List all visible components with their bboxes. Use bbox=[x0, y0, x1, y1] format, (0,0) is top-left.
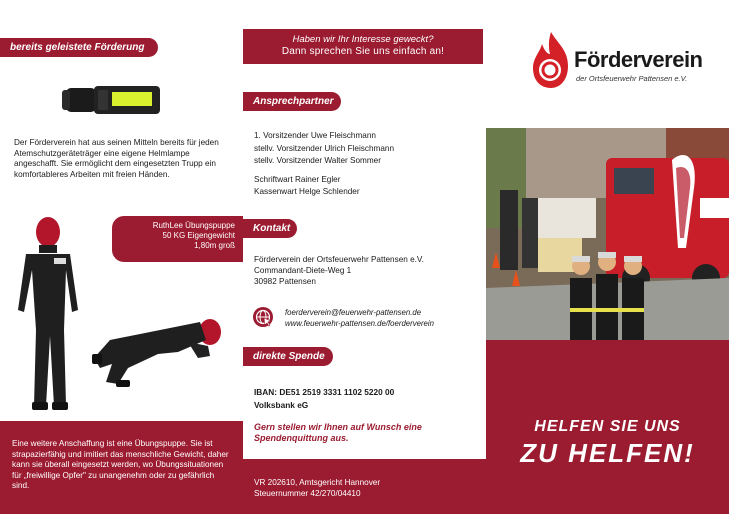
ansprechpartner-heading: Ansprechpartner bbox=[243, 92, 341, 111]
brand-name: Förderverein bbox=[574, 47, 703, 72]
contact-persons: 1. Vorsitzender Uwe Fleischmann stellv. Vorsitzender Ulrich Fleischmann stellv. Vorsitzender Walter Sommer Schriftwart Rainer Egler Kassenwart Helge Schlender bbox=[254, 131, 394, 196]
left-panel bbox=[0, 0, 243, 514]
bank-details bbox=[254, 386, 482, 411]
puppe-text: Eine weitere Anschaffung ist eine Übungspuppe. Sie ist strapazierfähig und imitiert das menschliche Gewicht, daher kann sie überall eingesetzt werden, wo Übungssituationen für „freiwillige Opfer" zu unangenehm oder zu gefährlich sind. bbox=[12, 439, 229, 490]
brand-subtitle: der Ortsfeuerwehr Pattensen e.V. bbox=[576, 74, 688, 83]
iban-value: IBAN: DE51 2519 3331 1102 5220 00 bbox=[254, 387, 395, 397]
spendenquittung-note: Gern stellen wir Ihnen auf Wunsch eine Spendenquittung aus. bbox=[254, 422, 422, 443]
helmet-lamp-image bbox=[58, 78, 166, 122]
postal-address: Förderverein der Ortsfeuerwehr Pattensen e.V. Commandant-Diete-Weg 1 30982 Pattensen bbox=[254, 255, 424, 286]
flame-logo-icon bbox=[528, 30, 574, 90]
lying-dummy-image bbox=[88, 296, 238, 396]
foerderung-heading: bereits geleistete Förderung bbox=[0, 38, 158, 57]
slogan-line2: ZU HELFEN! bbox=[520, 438, 695, 468]
puppe-label: RuthLee Übungspuppe 50 KG Eigengewicht 1,80m groß bbox=[112, 216, 243, 262]
spende-heading: direkte Spende bbox=[243, 347, 333, 366]
email-link[interactable]: foerderverein@feuerwehr-pattensen.de bbox=[285, 308, 422, 317]
middle-panel bbox=[243, 0, 486, 514]
bank-name: Volksbank eG bbox=[254, 399, 309, 410]
right-panel bbox=[486, 0, 729, 514]
web-cursor-icon bbox=[252, 306, 274, 328]
web-contact bbox=[285, 308, 485, 329]
kontakt-heading: Kontakt bbox=[243, 219, 297, 238]
legal-info: VR 202610, Amtsgericht Hannover Steuernummer 42/270/04410 bbox=[254, 478, 381, 498]
foerderung-text: Der Förderverein hat aus seinen Mitteln bereits für jeden Atemschutzgeräteträger eine eigene Helmlampe angeschafft. Sie ermöglicht dem eingesetzten Trupp ein komfortableres Arbeiten mit freien Händen. bbox=[14, 138, 219, 179]
slogan-line1: HELFEN SIE UNS bbox=[534, 418, 681, 435]
interest-banner: Haben wir Ihr Interesse geweckt? Dann sprechen Sie uns einfach an! bbox=[243, 29, 483, 64]
website-link[interactable]: www.feuerwehr-pattensen.de/foerderverein bbox=[285, 318, 434, 328]
firefighters-photo bbox=[486, 128, 729, 340]
